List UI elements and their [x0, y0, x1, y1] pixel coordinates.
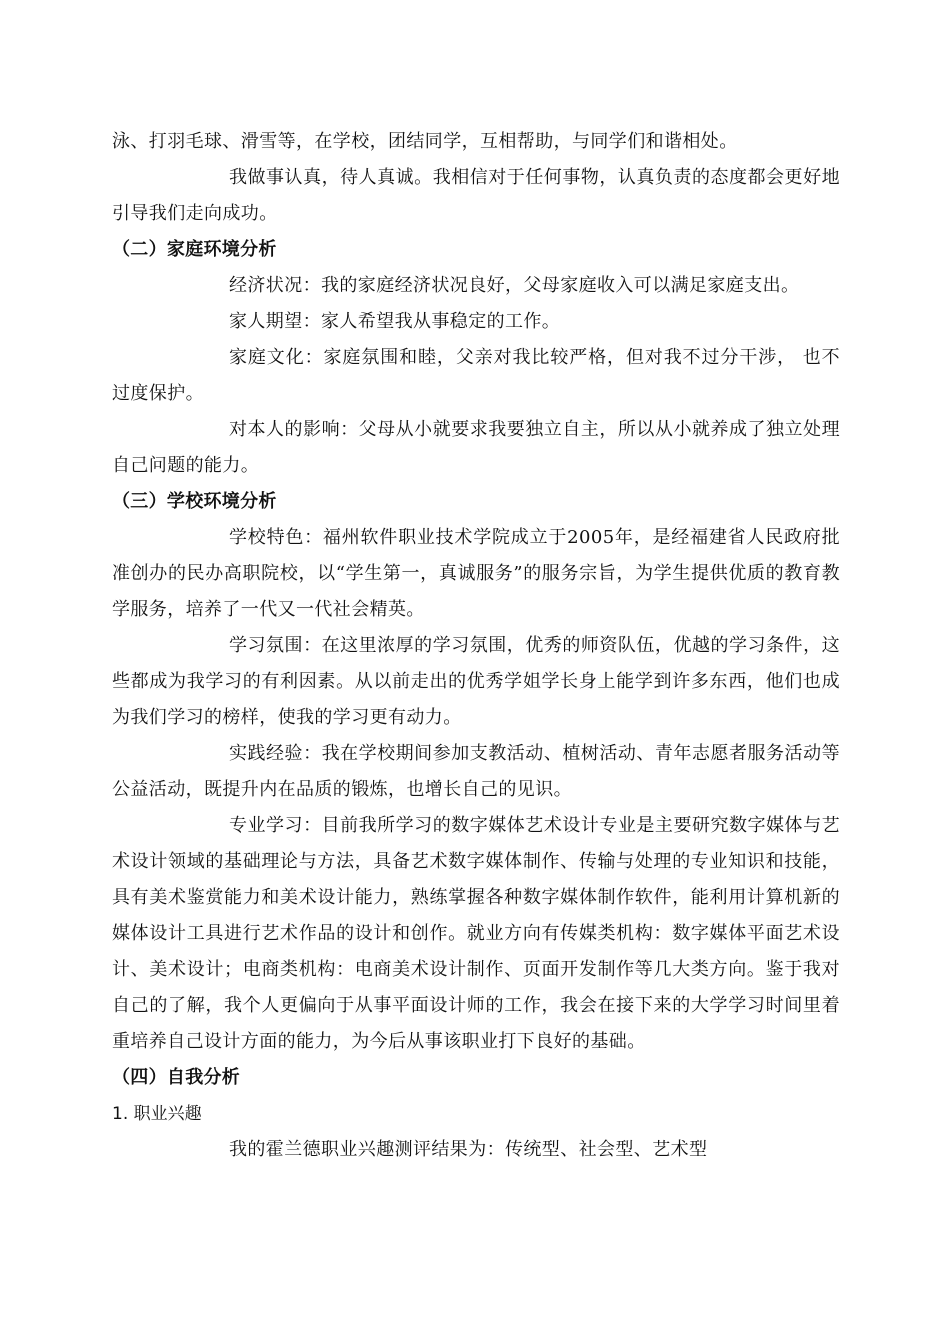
paragraph-economy: 经济状况：我的家庭经济状况良好，父母家庭收入可以满足家庭支出。: [229, 275, 800, 296]
paragraph-expectation: 家人期望：家人希望我从事稳定的工作。: [229, 311, 561, 332]
paragraph-family-culture: 家庭文化：家庭氛围和睦，父亲对我比较严格，但对我不过分干涉， 也不过度保护。: [112, 347, 840, 404]
section-heading-family: （二）家庭环境分析: [112, 239, 277, 260]
document-body: [112, 124, 840, 1168]
paragraph-holland-result: 我的霍兰德职业兴趣测评结果为：传统型、社会型、艺术型: [229, 1139, 708, 1160]
section-heading-self: （四）自我分析: [112, 1067, 241, 1088]
paragraph-influence: 对本人的影响：父母从小就要求我要独立自主，所以从小就养成了独立处理自己问题的能力。: [112, 419, 840, 476]
paragraph-practice: 实践经验：我在学校期间参加支教活动、植树活动、青年志愿者服务活动等公益活动，既提升内在品质的锻炼，也增长自己的见识。: [112, 743, 840, 800]
paragraph-attitude: 我做事认真，待人真诚。我相信对于任何事物，认真负责的态度都会更好地引导我们走向成功。: [112, 167, 840, 224]
paragraph-major: 专业学习：目前我所学习的数字媒体艺术设计专业是主要研究数字媒体与艺术设计领域的基础理论与方法，具备艺术数字媒体制作、传输与处理的专业知识和技能，具有美术鉴赏能力和美术设计能力，熟练掌握各种数字媒体制作软件，能利用计算机新的媒体设计工具进行艺术作品的设计和创作。就业方向有传媒类机构：数字媒体平面艺术设计、美术设计；电商类机构：电商美术设计制作、页面开发制作等几大类方向。鉴于我对自己的了解，我个人更偏向于从事平面设计师的工作，我会在接下来的大学学习时间里着重培养自己设计方面的能力，为今后从事该职业打下良好的基础。: [112, 815, 840, 1052]
paragraph-intro-continued: 泳、打羽毛球、滑雪等，在学校，团结同学，互相帮助，与同学们和谐相处。: [112, 131, 738, 152]
paragraph-study-atmosphere: 学习氛围：在这里浓厚的学习氛围，优秀的师资队伍，优越的学习条件，这些都成为我学习的有利因素。从以前走出的优秀学姐学长身上能学到许多东西，他们也成为我们学习的榜样，使我的学习更有动力。: [112, 635, 840, 728]
paragraph-school-features: 学校特色：福州软件职业技术学院成立于2005年，是经福建省人民政府批准创办的民办高职院校，以“学生第一，真诚服务”的服务宗旨，为学生提供优质的教育教学服务，培养了一代又一代社会精英。: [112, 527, 840, 620]
subheading-career-interest: 1. 职业兴趣: [112, 1104, 202, 1124]
section-heading-school: （三）学校环境分析: [112, 491, 277, 512]
